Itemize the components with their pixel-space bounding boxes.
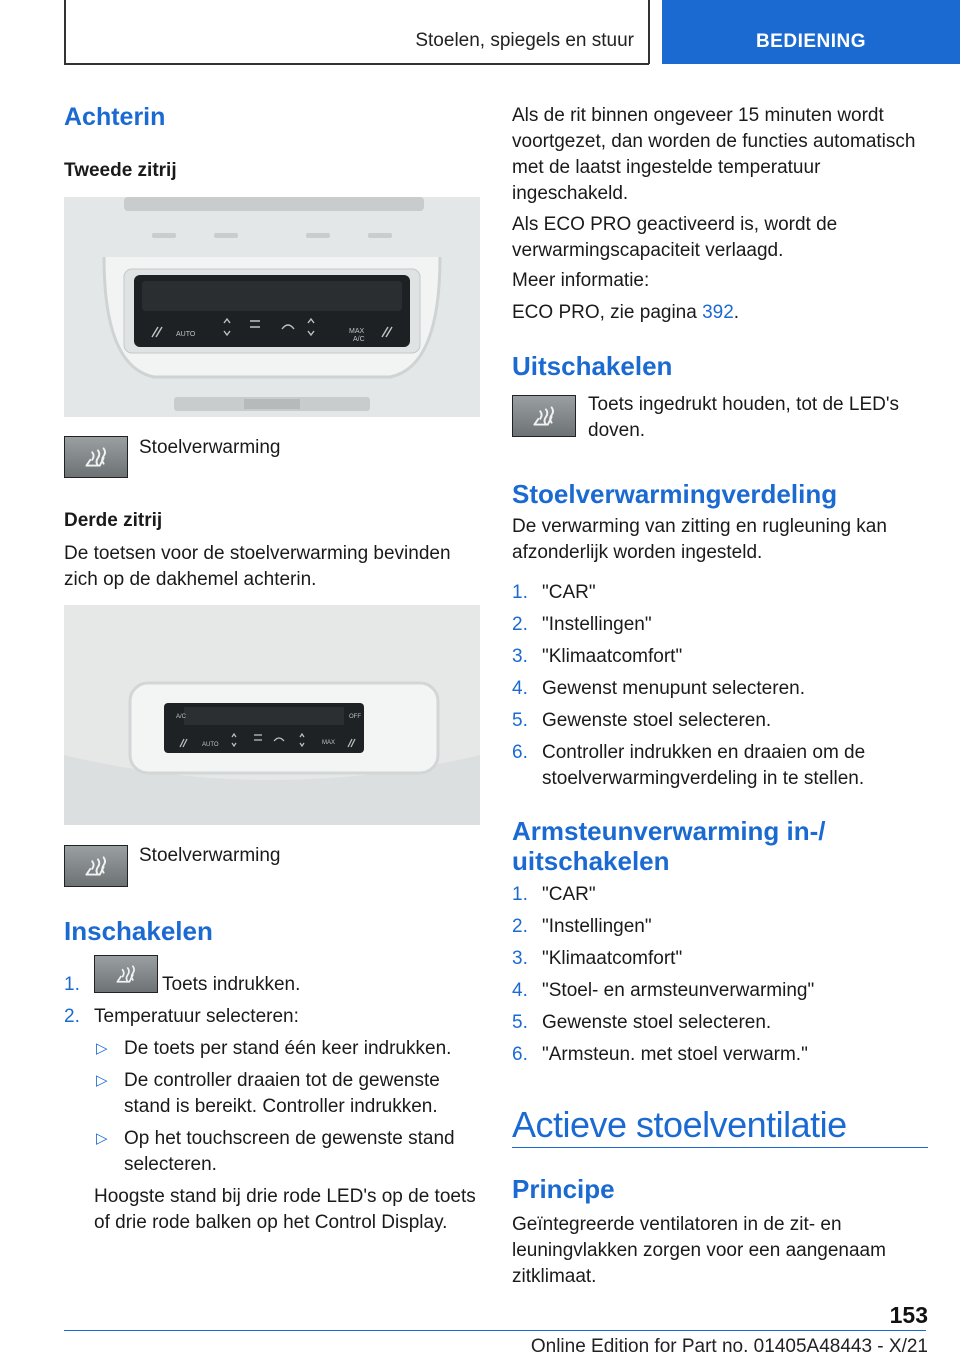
heading-uitschakelen: Uitschakelen [512, 351, 673, 381]
list-verdeling [512, 580, 928, 798]
list-item: 1. "CAR" [512, 884, 596, 905]
heading-armsteunverwarming: Armsteunverwarming in-/ uitschakelen [512, 816, 826, 876]
list-item: 2. "Instellingen" [512, 916, 652, 937]
heading-principe: Principe [512, 1174, 615, 1204]
second-row-panel-auto-label: AUTO [176, 331, 196, 338]
header-bottom-rule [64, 63, 649, 65]
step-1 [64, 972, 480, 1000]
list-item: 2. "Instellingen" [512, 614, 652, 635]
photo-third-row-panel [64, 605, 480, 825]
list-item: 4. "Stoel- en armsteunverwarming" [512, 980, 815, 1001]
heading-inschakelen: Inschakelen [64, 916, 213, 946]
icon-caption-stoelverwarming-1: Stoelverwarming [139, 437, 281, 458]
bullet-item: ▷ De toets per stand één keer indrukken. [96, 1038, 452, 1059]
footer-edition: Online Edition for Part no. 01405A48443 - X/21 [530, 1336, 928, 1357]
paragraph-rit-voortgezet: Als de rit binnen ongeveer 15 minuten wordt voortgezet, dan worden de functies automatisch met de laatst ingestelde temperatuur ingeschakeld. [512, 105, 916, 204]
paragraph-principe: Geïntegreerde ventilatoren in de zit- en leuningvlakken zorgen voor een aangenaam zitklimaat. [512, 1214, 886, 1287]
photo-second-row-panel [64, 197, 480, 417]
list-item: 6. Controller indrukken en draaien om de stoelverwarmingverdeling in te stellen. [512, 742, 866, 789]
third-row-panel-ac-label: A/C [176, 714, 187, 720]
list-item: 3. "Klimaatcomfort" [512, 646, 683, 667]
seat-heating-icon [512, 395, 576, 437]
bullet-list [94, 1036, 480, 1184]
step-number: 1. [64, 974, 80, 995]
list-item: 6. "Armsteun. met stoel verwarm." [512, 1044, 808, 1065]
paragraph-uitschakelen: Toets ingedrukt houden, tot de LED's doven. [588, 394, 899, 441]
page-number: 153 [889, 1302, 928, 1328]
seat-heating-icon [64, 436, 128, 478]
paragraph-meer-informatie: Meer informatie: [512, 270, 650, 291]
header-section-title: Stoelen, spiegels en stuur [415, 30, 634, 51]
heading-derde-zitrij: Derde zitrij [64, 510, 163, 531]
list-item: 1. "CAR" [512, 582, 596, 603]
third-row-panel-max-label: MAX [322, 740, 336, 746]
bullet-item: ▷ De controller draaien tot de gewenste stand is bereikt. Controller indrukken. [96, 1070, 440, 1117]
header-chapter-tab[interactable]: BEDIENING [662, 0, 960, 64]
list-item: 5. Gewenste stoel selecteren. [512, 710, 772, 731]
step-text: Toets indrukken. [162, 974, 301, 995]
paragraph-verdeling: De verwarming van zitting en rugleuning kan afzonderlijk worden ingesteld. [512, 516, 887, 563]
heading-achterin: Achterin [64, 103, 166, 131]
paragraph-hoogste-stand: Hoogste stand bij drie rode LED's op de toets of drie rode balken op het Control Display. [94, 1186, 476, 1233]
heading-actieve-stoelventilatie: Actieve stoelventilatie [512, 1104, 847, 1145]
second-row-panel-max-label: MAX [349, 328, 365, 335]
seat-heating-icon [64, 845, 128, 887]
paragraph-eco-pro: Als ECO PRO geactiveerd is, wordt de verwarmingscapaciteit verlaagd. [512, 214, 838, 261]
bullet-item: ▷ Op het touchscreen de gewenste stand selecteren. [96, 1128, 455, 1175]
third-row-panel-illustration [64, 605, 480, 825]
heading-stoelverwarmingverdeling: Stoelverwarmingverdeling [512, 479, 838, 509]
list-armsteun [512, 882, 928, 1074]
step-text: Temperatuur selecteren: [94, 1006, 299, 1027]
list-item: 3. "Klimaatcomfort" [512, 948, 683, 969]
seat-heating-icon [94, 955, 158, 993]
third-row-panel-off-label: OFF [349, 714, 361, 720]
third-row-panel-auto-label: AUTO [202, 742, 219, 748]
second-row-panel-illustration [64, 197, 480, 417]
list-item: 5. Gewenste stoel selecteren. [512, 1012, 772, 1033]
icon-caption-stoelverwarming-2: Stoelverwarming [139, 845, 281, 866]
paragraph-derde-zitrij: De toetsen voor de stoelverwarming bevinden zich op de dakhemel achterin. [64, 543, 451, 590]
heading-rule [512, 1147, 928, 1148]
page-link-392[interactable]: 392 [702, 302, 734, 323]
footer-rule [64, 1330, 926, 1331]
second-row-panel-ac-label: A/C [353, 336, 365, 343]
step-2 [64, 1004, 480, 1030]
header-mid-rule [648, 0, 650, 64]
paragraph-eco-pro-ref: ECO PRO, zie pagina 392. [512, 302, 740, 323]
heading-tweede-zitrij: Tweede zitrij [64, 160, 177, 181]
step-number: 2. [64, 1006, 80, 1027]
list-item: 4. Gewenst menupunt selecteren. [512, 678, 805, 699]
